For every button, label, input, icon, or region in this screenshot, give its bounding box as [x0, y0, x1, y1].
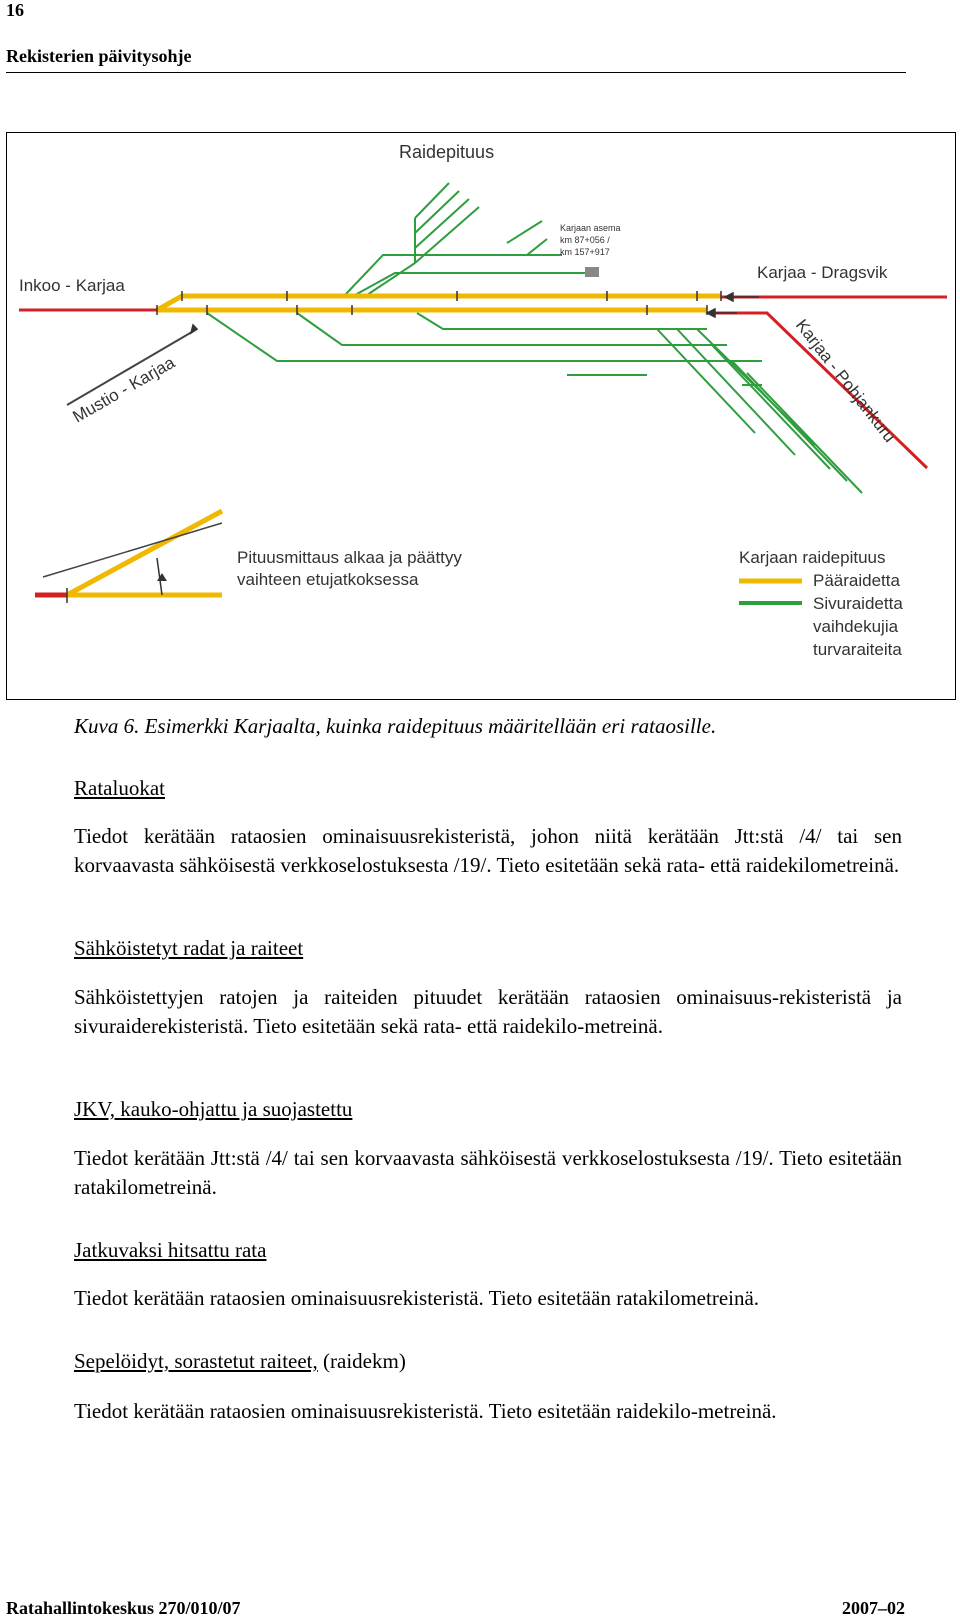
section-heading-sepeloidyt: Sepelöidyt, sorastetut raiteet, — [74, 1349, 318, 1373]
section-text-sepeloidyt: Tiedot kerätään rataosien ominaisuusrekisteristä. Tieto esitetään raidekilo-metreinä. — [74, 1399, 777, 1423]
section-heading-jatkuvaksi-hitsattu: Jatkuvaksi hitsattu rata — [74, 1238, 267, 1262]
header-divider — [6, 72, 906, 73]
inset-note-line-2: vaihteen etujatkoksessa — [237, 570, 419, 589]
section-heading-jkv: JKV, kauko-ohjattu ja suojastettu — [74, 1097, 353, 1121]
legend-item-paaraide: Pääraidetta — [813, 571, 900, 590]
section-text-jkv: Tiedot kerätään Jtt:stä /4/ tai sen korvaavasta sähköisestä verkkoselostuksesta /19/. Tieto esitetään ratakilometreinä. — [74, 1146, 902, 1199]
legend-title: Karjaan raidepituus — [739, 548, 886, 567]
station-label-line-1: Karjaan asema — [560, 223, 621, 233]
legend-item-vaihdekujia: vaihdekujia — [813, 617, 899, 636]
label-mustio-karjaa: Mustio - Karjaa — [69, 352, 179, 427]
footer-organization: Ratahallintokeskus 270/010/07 — [6, 1598, 241, 1618]
inset-switch-detail — [35, 511, 222, 603]
section-heading-sepeloidyt-suffix: (raidekm) — [317, 1349, 406, 1373]
section-text-rataluokat: Tiedot kerätään rataosien ominaisuusrekisteristä, johon niitä kerätään Jtt:stä /4/ tai sen korvaavasta sähköisestä verkkoselostuksesta /19/. Tieto esitetään sekä rata- että raidekilometreinä. — [74, 824, 902, 877]
main-tracks-yellow — [157, 296, 721, 310]
station-label-line-3: km 157+917 — [560, 247, 610, 257]
section-heading-sahkoistetyt: Sähköistetyt radat ja raiteet — [74, 936, 304, 960]
inset-note-line-1: Pituusmittaus alkaa ja päättyy — [237, 548, 462, 567]
legend-item-sivuraide: Sivuraidetta — [813, 594, 903, 613]
label-karjaa-pohjankuru: Karjaa - Pohjankuru — [791, 315, 900, 446]
footer-date: 2007–02 — [842, 1598, 905, 1618]
section-heading-sepeloidyt-wrapper — [74, 1349, 406, 1374]
document-title: Rekisterien päivitysohje — [6, 46, 192, 66]
direction-arrows — [191, 293, 759, 333]
figure-title: Raidepituus — [399, 142, 495, 162]
lower-yard-tracks — [207, 313, 862, 493]
track-length-figure — [6, 132, 956, 700]
figure-caption: Kuva 6. Esimerkki Karjaalta, kuinka raidepituus määritellään eri rataosille. — [74, 714, 717, 738]
station-building — [585, 267, 599, 277]
section-text-jatkuvaksi-hitsattu: Tiedot kerätään rataosien ominaisuusrekisteristä. Tieto esitetään ratakilometreinä. — [74, 1286, 760, 1310]
page-number: 16 — [6, 0, 24, 20]
legend-item-turvaraiteita: turvaraiteita — [813, 640, 902, 659]
section-text-sahkoistetyt: Sähköistettyjen ratojen ja raiteiden pituudet kerätään rataosien ominaisuus-rekisteristä ja sivuraiderekisteristä. Tieto esitetään sekä rata- että raidekilo-metreinä. — [74, 985, 902, 1038]
section-heading-rataluokat: Rataluokat — [74, 776, 165, 800]
label-inkoo-karjaa: Inkoo - Karjaa — [19, 276, 125, 295]
label-karjaa-dragsvik: Karjaa - Dragsvik — [757, 263, 888, 282]
figure-legend — [739, 548, 903, 659]
station-label-line-2: km 87+056 / — [560, 235, 610, 245]
